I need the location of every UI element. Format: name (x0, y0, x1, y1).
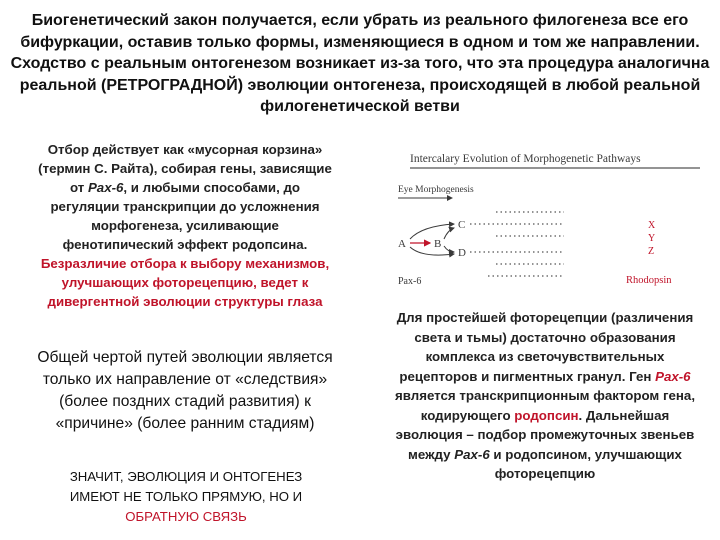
left1-pax: Pax-6 (87, 180, 124, 195)
slide-title: Биогенетический закон получается, если убрать из реального филогенеза все его бифуркации, оставив только формы, изменяющиеся в одном и том же направлении. Сходство с реальным онтогенезом возникает из-за того, что эта процедура аналогична реальной (РЕТРОГРАДНОЙ) эволюции онтогенеза, происходящей в любой реальной филогенетической ветви (10, 12, 710, 115)
node-d: D (458, 247, 466, 259)
left1-text-b: , и любыми способами, до регуляции транскрипции до усложнения морфогенеза, усиливающие фенотипический эффект родопсина. (50, 180, 320, 252)
left-text-conclusion (40, 467, 332, 527)
node-a: A (398, 238, 406, 250)
conclusion-line-2: ИМЕЮТ НЕ ТОЛЬКО ПРЯМУЮ, НО И (69, 489, 303, 504)
right-pax-1: Pax-6 (655, 368, 691, 384)
diagram-title: Intercalary Evolution of Morphogenetic Pathways (410, 153, 641, 165)
arrow-b-d (444, 246, 454, 252)
pax6-label: Pax-6 (398, 276, 422, 287)
evolution-pathways-diagram (392, 146, 708, 288)
conclusion-line-1: ЗНАЧИТ, ЭВОЛЮЦИЯ И ОНТОГЕНЕЗ (69, 469, 303, 484)
left1-text-a: Отбор действует как «мусорная корзина» (термин С. Райта), собирая гены, зависящие от (38, 142, 332, 195)
rhodopsin-label: Rhodopsin (626, 275, 672, 286)
arrow-a-d (410, 247, 454, 255)
left-text-direction: Общей чертой путей эволюции является только их направление от «следствия» (более поздних стадий развития) к «причине» (более ранним стадиям) (37, 349, 333, 432)
output-x: X (648, 220, 656, 231)
left1-red-text: Безразличие отбора к выбору механизмов, улучшающих фоторецепцию, ведет к дивергентной эволюции структуры глаза (40, 256, 330, 309)
output-y: Y (648, 233, 656, 244)
right-t4: и родопсином, улучшающих фоторецепцию (489, 446, 682, 481)
right-red-rhodopsin: родопсин (514, 407, 579, 423)
output-z: Z (648, 246, 655, 257)
right-t3: . Дальнейшая эволюция – подбор промежуточных звеньев между (395, 407, 695, 462)
right-pax-2: Pax-6 (454, 446, 490, 462)
dotted-pathways (470, 212, 564, 276)
node-c: C (458, 219, 466, 231)
node-b: B (434, 238, 442, 250)
arrow-a-c (410, 224, 454, 239)
arrow-b-c (444, 228, 454, 239)
eye-morphogenesis-label: Eye Morphogenesis (398, 185, 474, 195)
left-text-selection (36, 140, 334, 311)
conclusion-red-line: ОБРАТНУЮ СВЯЗЬ (125, 509, 247, 524)
right-t1: Для простейшей фоторецепции (различения света и тьмы) достаточно образования комплекса из светочувствительных рецепторов и пигментных гранул. Ген (396, 310, 694, 384)
right-text-photoreception (386, 308, 704, 484)
right-t2: является транскрипционным фактором гена, кодирующего (394, 388, 696, 423)
